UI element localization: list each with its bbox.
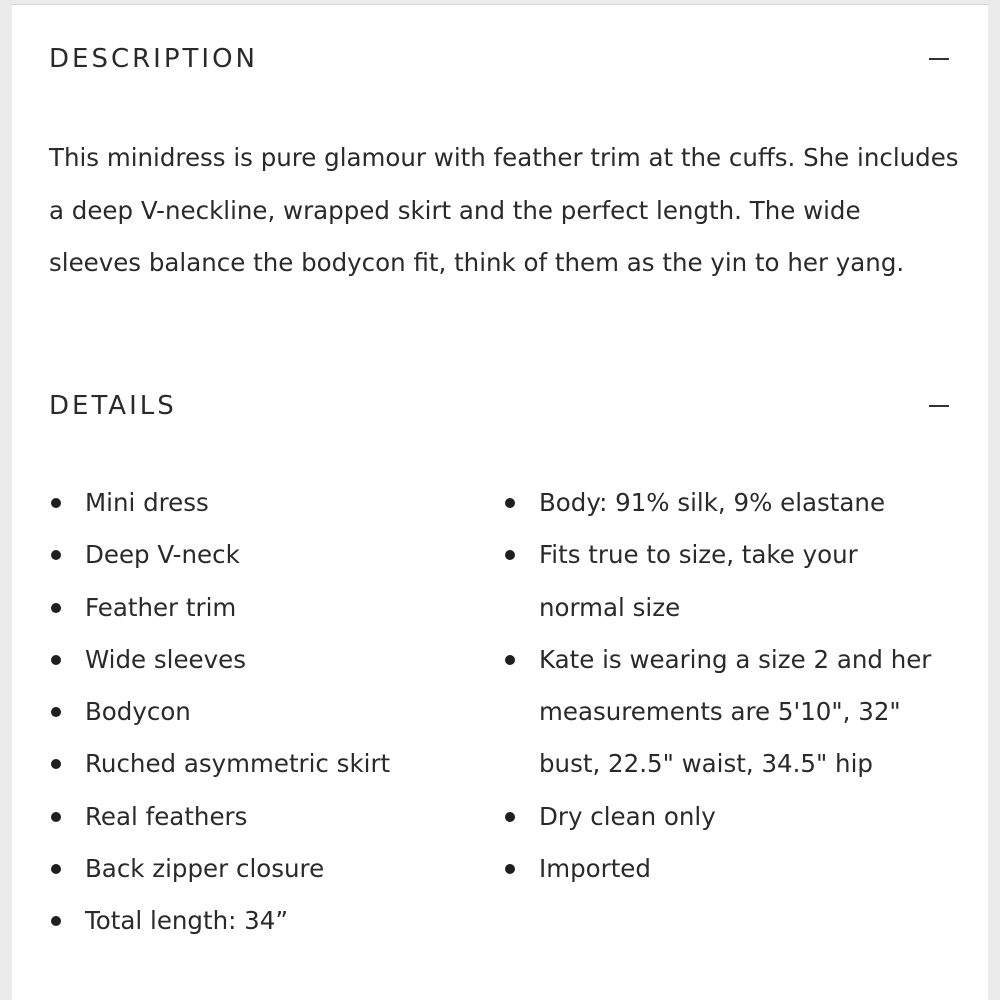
bullet-icon xyxy=(505,655,515,665)
bullet-icon xyxy=(51,916,61,926)
bullet-icon xyxy=(51,759,61,769)
list-item: Bodycon xyxy=(49,686,469,738)
list-item: Imported xyxy=(503,843,933,895)
list-item: Body: 91% silk, 9% elastane xyxy=(503,477,933,529)
details-title: DETAILS xyxy=(49,391,177,421)
bullet-icon xyxy=(51,655,61,665)
bullet-icon xyxy=(51,707,61,717)
minus-icon xyxy=(929,405,949,407)
details-header[interactable] xyxy=(49,386,950,426)
list-item: Back zipper closure xyxy=(49,843,469,895)
description-header[interactable] xyxy=(49,39,950,79)
bullet-icon xyxy=(505,498,515,508)
collapse-details-minus-icon[interactable] xyxy=(928,395,950,417)
bullet-icon xyxy=(51,812,61,822)
collapse-description-minus-icon[interactable] xyxy=(928,48,950,70)
list-item: Real feathers xyxy=(49,791,469,843)
list-item: Wide sleeves xyxy=(49,634,469,686)
list-item: Ruched asymmetric skirt xyxy=(49,738,469,790)
list-item: Dry clean only xyxy=(503,791,933,843)
list-item: Total length: 34” xyxy=(49,895,469,947)
list-item: Deep V-neck xyxy=(49,529,469,581)
list-item: Feather trim xyxy=(49,582,469,634)
list-item: Kate is wearing a size 2 and her measurements are 5'10", 32" bust, 22.5" waist, 34.5" hip xyxy=(503,634,933,791)
description-text: This minidress is pure glamour with feather trim at the cuffs. She includes a deep V-neckline, wrapped skirt and the perfect length. The wide sleeves balance the bodycon fit, think of them as the yin to her yang. xyxy=(49,143,959,277)
bullet-icon xyxy=(505,864,515,874)
bullet-icon xyxy=(505,812,515,822)
details-list-left xyxy=(49,477,469,948)
minus-icon xyxy=(929,58,949,60)
description-title: DESCRIPTION xyxy=(49,44,258,74)
list-item: Fits true to size, take your normal size xyxy=(503,529,933,634)
bullet-icon xyxy=(51,550,61,560)
details-list-right xyxy=(503,477,933,895)
list-item: Mini dress xyxy=(49,477,469,529)
bullet-icon xyxy=(51,603,61,613)
bullet-icon xyxy=(51,498,61,508)
bullet-icon xyxy=(51,864,61,874)
product-info-panel xyxy=(12,4,988,1000)
bullet-icon xyxy=(505,550,515,560)
